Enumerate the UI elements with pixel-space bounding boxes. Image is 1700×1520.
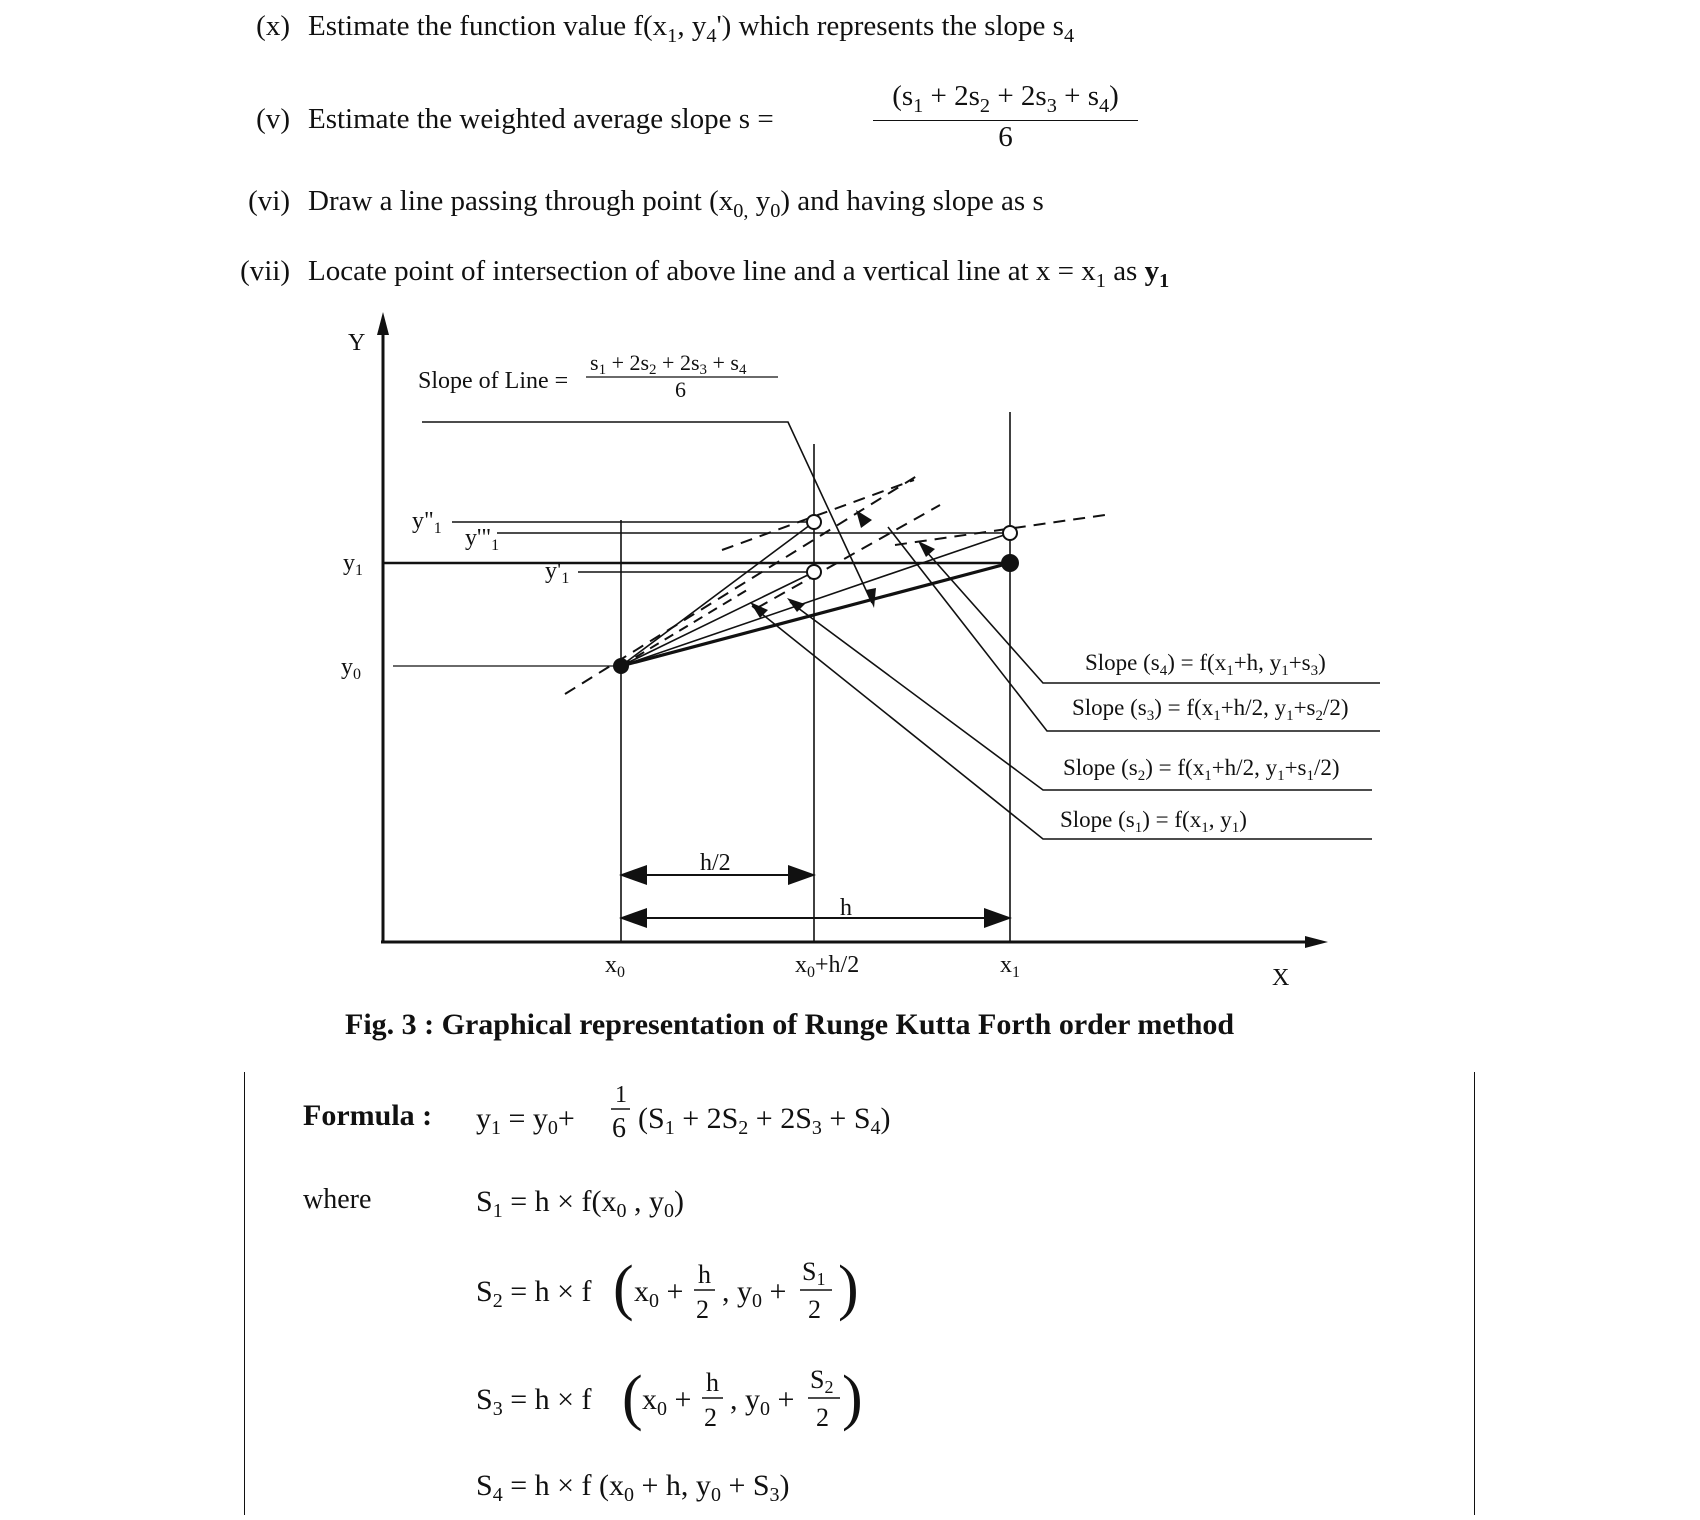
- step-number: (vii): [240, 255, 290, 287]
- dashed-tangent-s4: [895, 515, 1105, 545]
- y-triple-prime-label: $y'"_1$: [465, 525, 500, 554]
- x1-tick-label: $x_1$: [1000, 952, 1020, 981]
- y-axis-arrow: [377, 312, 389, 335]
- svg-text:, y0 +: , $y_0$ +: [730, 1383, 795, 1420]
- line-to-y-double-prime: [621, 522, 814, 666]
- svg-text:): ): [838, 1254, 859, 1322]
- svg-text:x0 +: $x_0$ +: [642, 1383, 692, 1420]
- step-text: Estimate the weighted average slope s =: [308, 103, 774, 135]
- slope-of-line-label: Slope of Line =: [418, 368, 569, 394]
- formula-s1: $S_1 = h \times f(x_0$ , $y_0$): [476, 1185, 685, 1222]
- svg-text:(: (: [613, 1254, 634, 1322]
- svg-text:2: 2: [696, 1295, 709, 1324]
- svg-text:(: (: [622, 1364, 643, 1432]
- formula-s4: $S_4 = h \times f$ ($x_0 + h$, $y_0 + S_3$): [476, 1469, 790, 1506]
- svg-text:S2: S2: [810, 1365, 834, 1397]
- y-prime-label: $y'_1$: [545, 558, 570, 587]
- point-x1-y1: [1001, 554, 1019, 572]
- formula-label: Formula :: [303, 1099, 433, 1132]
- formula-s3: $S_3 = h \times f$: [476, 1383, 592, 1420]
- formula-s2: $S_2 = h \times f$: [476, 1275, 592, 1312]
- y-axis-label: Y: [348, 330, 366, 356]
- x-axis-arrow: [1305, 936, 1328, 948]
- x0-half-tick-label: $x_0+h/2$: [795, 952, 860, 981]
- where-label: where: [303, 1184, 372, 1215]
- x-axis-label: X: [1272, 965, 1290, 991]
- svg-text:1: 1: [615, 1082, 627, 1108]
- line-to-y-triple-prime: [621, 533, 1010, 666]
- half-step-label: h/2: [700, 850, 731, 876]
- slope-s2-label: Slope $(s_2) = f(x_1+h/2$, $y_1+s_1/2$): [1063, 755, 1340, 784]
- dashed-tangent-s3: [757, 505, 940, 608]
- step-text: Draw a line passing through point ($x_{0,}$ $y_0$) and having slope as s: [308, 185, 1044, 222]
- svg-text:h: h: [706, 1368, 719, 1397]
- slope-s3-label: Slope $(s_3) = f(x_1+h/2$, $y_1+s_2/2$): [1072, 695, 1349, 724]
- point-y-triple-prime: [1003, 526, 1017, 540]
- svg-text:h: h: [698, 1260, 711, 1289]
- slope-of-line-numerator: s1 + 2s2 + 2s3 + s4: [590, 350, 747, 378]
- svg-text:(S1 + 2S2 + 2S3 + S4): $(S_1 + 2S_2 + 2S_3 + S_4)$: [638, 1102, 891, 1139]
- svg-text:2: 2: [808, 1295, 821, 1324]
- formula-y1: $y_1 = y_0+$: [476, 1102, 575, 1139]
- step-text: Locate point of intersection of above line and a vertical line at $x = x_1$ as $y_1$: [308, 255, 1170, 292]
- svg-text:2: 2: [704, 1403, 717, 1432]
- svg-text:): ): [842, 1364, 863, 1432]
- y0-tick-label: $y_0$: [341, 654, 361, 683]
- svg-text:x0 +: $x_0$ +: [634, 1275, 684, 1312]
- svg-text:2: 2: [816, 1403, 829, 1432]
- slope-s1-label: Slope $(s_1) = f(x_1$, $y_1$): [1060, 807, 1247, 836]
- dashed-tangent-s2: [722, 480, 914, 550]
- figure-caption: Fig. 3 : Graphical representation of Runge Kutta Forth order method: [345, 1008, 1235, 1041]
- slope-s4-label: Slope $(s_4) = f(x_1+h$, $y_1+s_3$): [1085, 650, 1326, 679]
- step-number: (x): [256, 10, 290, 42]
- step-number: (v): [256, 103, 290, 135]
- svg-text:, y0 +: , $y_0$ +: [722, 1275, 787, 1312]
- point-x0-y0: [613, 658, 629, 674]
- svg-text:6: 6: [612, 1113, 626, 1144]
- average-slope-fraction: $(s_1 + 2s_2 + 2s_3 + s_4)$ 6: [873, 80, 1138, 154]
- x0-tick-label: $x_0$: [605, 952, 625, 981]
- svg-text:S1: S1: [802, 1257, 826, 1289]
- full-step-label: h: [840, 895, 852, 921]
- step-text: Estimate the function value $f(x_1$, $y_4'$) which represents the slope $s_4$: [308, 10, 1075, 47]
- slope-s1-pointer: [752, 606, 1372, 839]
- slope-of-line-denominator: 6: [675, 377, 686, 402]
- y1-tick-label: $y_1$: [343, 550, 363, 579]
- formula-block: [0, 1000, 1700, 1520]
- point-y-prime: [807, 565, 821, 579]
- point-y-double-prime: [807, 515, 821, 529]
- dashed-tangent-x0: [621, 587, 752, 666]
- step-number: (vi): [248, 185, 290, 217]
- y-double-prime-label: $y"_1$: [412, 508, 442, 537]
- line-to-y-prime: [621, 572, 814, 666]
